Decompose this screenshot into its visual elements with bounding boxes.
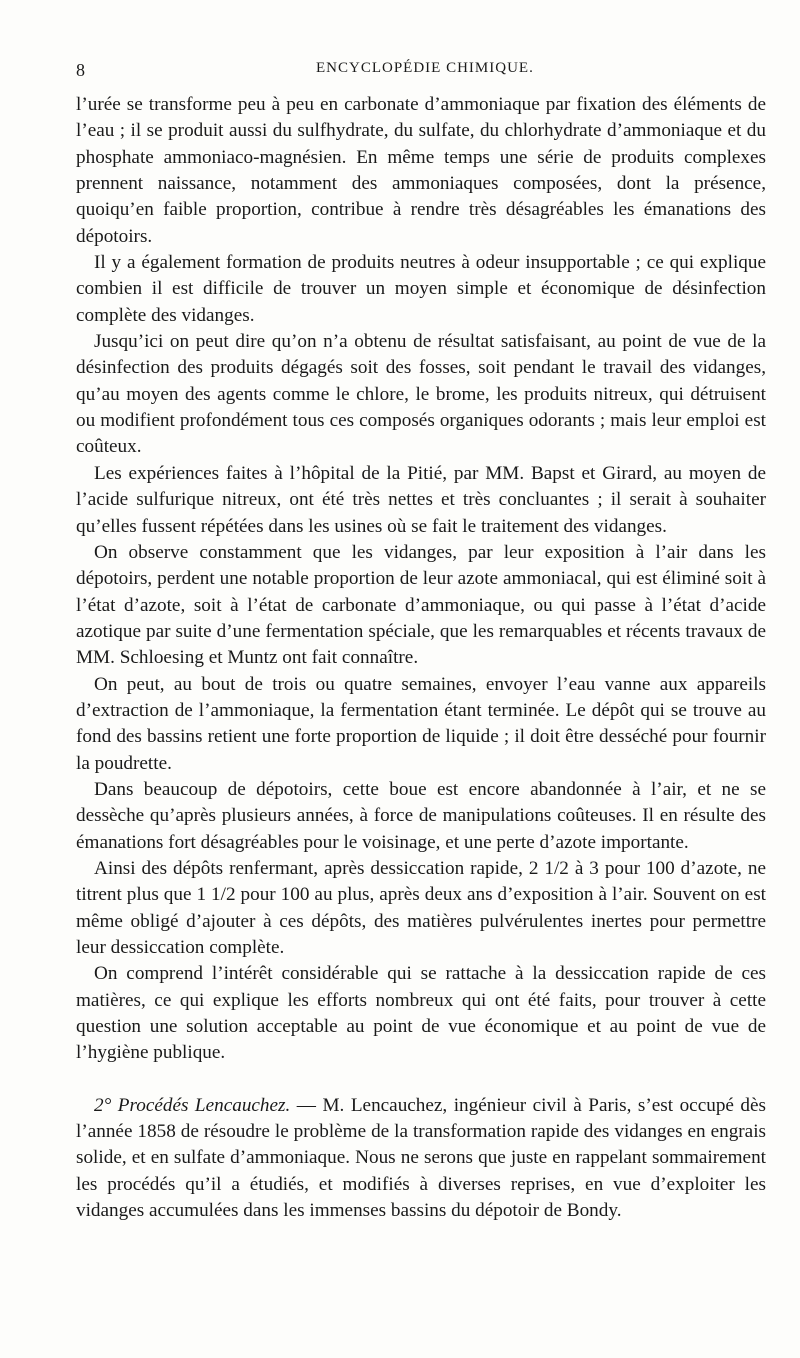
paragraph: Dans beaucoup de dépotoirs, cette boue est encore abandonnée à l’air, et ne se dessèche qu’après plusieurs années, à force de manipulations coûteuses. Il en résulte des émanations fort désagréables pour le voisinage, et une perte d’azote importante. bbox=[76, 778, 766, 853]
paragraph: Il y a également formation de produits neutres à odeur insupportable ; ce qui explique combien il est difficile de trouver un moyen simple et économique de désinfection complète des vidanges. bbox=[76, 252, 766, 326]
paragraph: On comprend l’intérêt considérable qui se rattache à la dessiccation rapide de ces matières, ce qui explique les efforts nombreux qui ont été faits, pour trouver à cette question une solution acceptable au point de vue économique et au point de vue de l’hygiène publique. bbox=[76, 963, 766, 1064]
paragraph: Ainsi des dépôts renfermant, après dessiccation rapide, 2 1/2 à 3 pour 100 d’azote, ne titrent plus que 1 1/2 pour 100 au plus, après deux ans d’exposition à l’air. Souvent on est même obligé d’ajouter à ces dépôts, des matières pulvérulentes inertes pour permettre leur dessiccation complète. bbox=[76, 857, 766, 958]
paragraph: Les expériences faites à l’hôpital de la Pitié, par MM. Bapst et Girard, au moyen de l’acide sulfurique nitreux, ont été très nettes et très concluantes ; il serait à souhaiter qu’elles fussent répétées dans les usines où se fait le traitement des vidanges. bbox=[76, 462, 766, 537]
section-text: — M. Lencauchez, ingénieur civil à Paris, s’est occupé dès l’année 1858 de résoudre le problème de la transformation rapide des vidanges en engrais solide, et en sulfate d’ammoniaque. Nous ne serons que juste en rappelant sommairement les procédés qu’il a étudiés, et modifiés à diverses reprises, en vue d’exploiter les vidanges accumulées dans les immenses bassins du dépotoir de Bondy. bbox=[76, 1094, 766, 1222]
paragraph: On observe constamment que les vidanges, par leur exposition à l’air dans les dépotoirs, perdent une notable proportion de leur azote ammoniacal, qui est éliminé soit à l’état d’azote, soit à l’état de carbonate d’ammoniaque, ou qui passe à l’état d’acide azotique par suite d’une fermentation spéciale, que les remarquables et récents travaux de MM. Schloesing et Muntz ont fait connaître. bbox=[76, 541, 766, 669]
paragraph-continued: l’urée se transforme peu à peu en carbonate d’ammoniaque par fixation des éléments de l’eau ; il se produit aussi du sulfhydrate, du sulfate, du chlorhydrate d’ammoniaque et du phosphate ammoniaco-magnésien. En même temps une série de produits complexes prennent naissance, notamment des ammoniaques composées, dont la présence, quoiqu’en faible proportion, contribue à rendre très désagréables les émanations des dépotoirs. bbox=[76, 94, 766, 247]
section-paragraph bbox=[76, 1093, 766, 1225]
section-heading: 2° Procédés Lencauchez. bbox=[94, 1094, 291, 1116]
page-number: 8 bbox=[76, 60, 85, 80]
paragraph: On peut, au bout de trois ou quatre semaines, envoyer l’eau vanne aux appareils d’extraction de l’ammoniaque, la fermentation étant terminée. Le dépôt qui se trouve au fond des bassins retient une forte proportion de liquide ; il doit être desséché pour fournir la poudrette. bbox=[76, 673, 766, 774]
running-title: ENCYCLOPÉDIE CHIMIQUE. bbox=[316, 60, 534, 76]
running-head bbox=[76, 60, 766, 84]
paragraph: Jusqu’ici on peut dire qu’on n’a obtenu de résultat satisfaisant, au point de vue de la désinfection des produits dégagés soit des fosses, soit pendant le travail des vidanges, qu’au moyen des agents comme le chlore, le brome, les produits nitreux, qui détruisent ou modifient profondément tous ces composés organiques odorants ; mais leur emploi est coûteux. bbox=[76, 331, 766, 458]
body-text bbox=[76, 92, 766, 1224]
